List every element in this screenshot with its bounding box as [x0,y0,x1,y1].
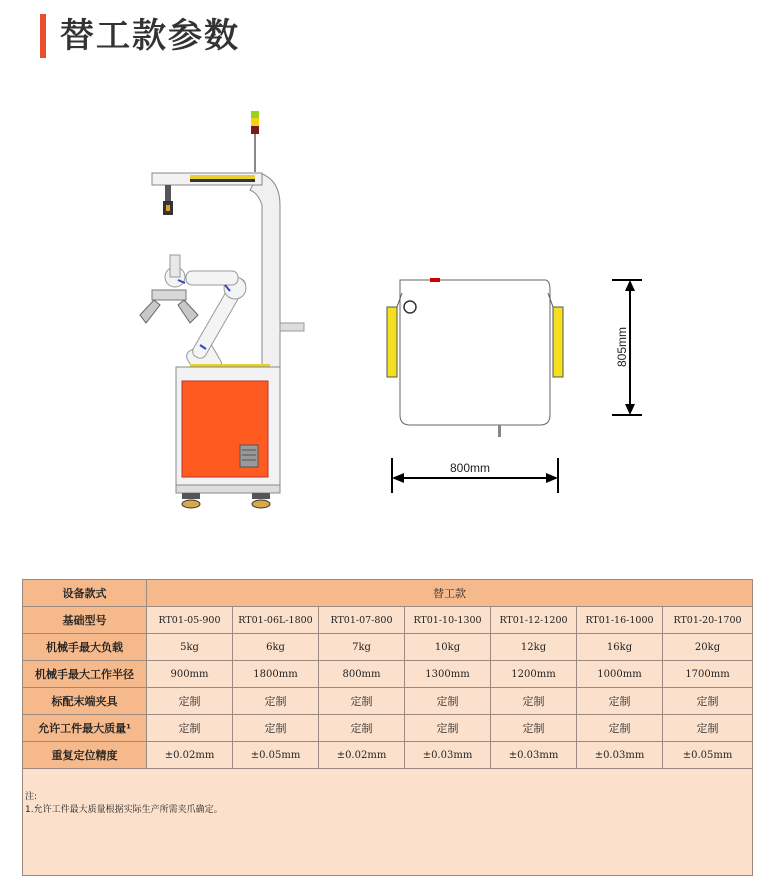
workstation-side-view [130,105,320,515]
notes-title: 注: [25,792,38,802]
row-label-cell: 机械手最大负载 [23,634,147,661]
value-cell: ±0.03mm [405,742,491,769]
value-cell: 定制 [577,688,663,715]
value-cell: ±0.03mm [577,742,663,769]
model-cell: RT01-20-1700 [663,607,753,634]
value-cell: ±0.02mm [147,742,233,769]
value-cell: 定制 [147,715,233,742]
table-row [23,634,753,661]
width-dimension-label: 800mm [450,461,491,475]
model-cell: RT01-10-1300 [405,607,491,634]
table-header-row [23,580,753,607]
value-cell: 定制 [663,715,753,742]
value-cell: 16kg [577,634,663,661]
page-title: 替工款参数 [60,16,240,56]
value-cell: 800mm [319,661,405,688]
value-cell: 定制 [147,688,233,715]
value-cell: ±0.03mm [491,742,577,769]
model-cell: RT01-05-900 [147,607,233,634]
table-row [23,661,753,688]
title-accent-bar [40,14,46,58]
row-label-cell: 重复定位精度 [23,742,147,769]
value-cell: 20kg [663,634,753,661]
value-cell: ±0.05mm [663,742,753,769]
value-cell: 1700mm [663,661,753,688]
models-label-cell: 基础型号 [23,607,147,634]
value-cell: 5kg [147,634,233,661]
workstation-top-view [380,265,670,500]
value-cell: 900mm [147,661,233,688]
value-cell: 10kg [405,634,491,661]
value-cell: 1200mm [491,661,577,688]
table-row [23,742,753,769]
height-dimension-label: 805mm [615,326,629,367]
value-cell: 定制 [663,688,753,715]
value-cell: 定制 [319,715,405,742]
value-cell: 定制 [233,688,319,715]
value-cell: 定制 [577,715,663,742]
value-cell: 1800mm [233,661,319,688]
value-cell: 1000mm [577,661,663,688]
table-row [23,715,753,742]
value-cell: 6kg [233,634,319,661]
notes-row [23,769,753,876]
value-cell: 定制 [405,715,491,742]
spec-table [22,579,753,876]
model-cell: RT01-06L-1800 [233,607,319,634]
notes-line: 1.允许工件最大质量根据实际生产所需夹爪确定。 [25,805,223,815]
header-value-cell: 替工款 [147,580,753,607]
value-cell: 定制 [491,688,577,715]
value-cell: 定制 [319,688,405,715]
header-label-cell: 设备款式 [23,580,147,607]
model-cell: RT01-12-1200 [491,607,577,634]
value-cell: 定制 [491,715,577,742]
value-cell: ±0.05mm [233,742,319,769]
model-cell: RT01-07-800 [319,607,405,634]
notes-cell [23,769,753,876]
model-cell: RT01-16-1000 [577,607,663,634]
value-cell: 7kg [319,634,405,661]
value-cell: 12kg [491,634,577,661]
row-label-cell: 允许工件最大质量¹ [23,715,147,742]
value-cell: 1300mm [405,661,491,688]
row-label-cell: 标配末端夹具 [23,688,147,715]
value-cell: ±0.02mm [319,742,405,769]
table-row [23,688,753,715]
row-label-cell: 机械手最大工作半径 [23,661,147,688]
table-row [23,607,753,634]
value-cell: 定制 [405,688,491,715]
value-cell: 定制 [233,715,319,742]
